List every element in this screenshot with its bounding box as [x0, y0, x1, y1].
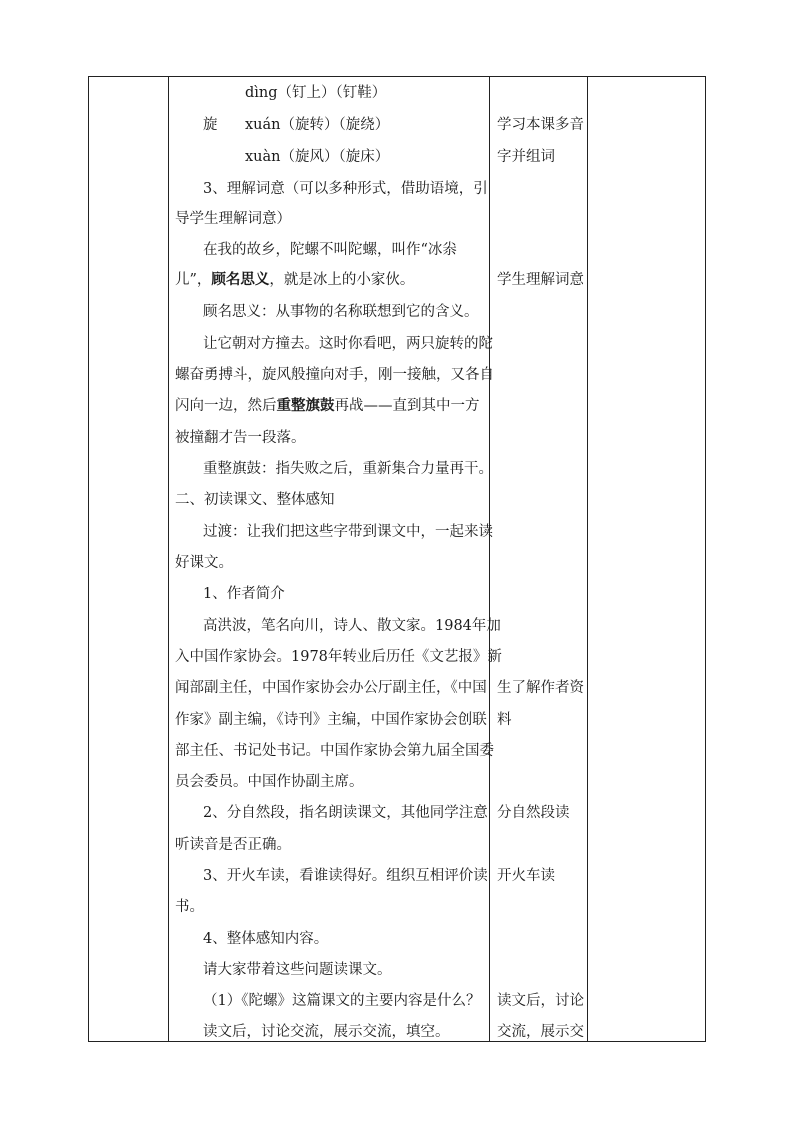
teaching-process-column	[169, 77, 502, 1041]
text-segment: 儿”，	[175, 272, 212, 288]
text-line: 4、整体感知内容。	[203, 931, 329, 947]
text-line: 部主任、书记处书记。中国作家协会第九届全国委	[175, 743, 494, 759]
text-line: 1、作者简介	[203, 586, 285, 602]
text-line	[175, 396, 480, 416]
text-line: 请大家带着这些问题读课文。	[203, 962, 392, 978]
text-line: xuán（旋转）（旋绕）	[245, 117, 390, 133]
text-line: 过渡：让我们把这些字带到课文中，一起来读	[203, 524, 493, 540]
text-line: 二、初读课文、整体感知	[175, 492, 335, 508]
text-line: 听读音是否正确。	[175, 837, 291, 853]
text-line: 好课文。	[175, 555, 233, 571]
activity-line: 学生理解词意	[497, 272, 584, 288]
text-line: 2、分自然段，指名朗读课文，其他同学注意	[203, 805, 488, 821]
text-line: 闻部副主任，中国作家协会办公厅副主任，《中国	[175, 680, 487, 696]
text-segment: 再战——直到其中一方	[334, 398, 480, 414]
student-activity-column	[490, 77, 588, 1041]
text-line: 3、开火车读，看谁读得好。组织互相评价读	[203, 868, 488, 884]
text-line: 作家》副主编，《诗刊》主编，中国作家协会创联	[175, 712, 487, 728]
text-segment: ，就是冰上的小家伙。	[269, 272, 415, 288]
text-line: dìng（钉上）（钉鞋）	[245, 85, 387, 101]
emphasized-term: 顾名思义	[211, 271, 270, 288]
text-line: 顾名思义：从事物的名称联想到它的含义。	[203, 304, 479, 320]
emphasized-term: 重整旗鼓	[276, 397, 335, 414]
text-line: （1）《陀螺》这篇课文的主要内容是什么？	[203, 993, 481, 1009]
activity-line: 分自然段读	[497, 805, 570, 821]
text-line: 书。	[175, 899, 204, 915]
activity-line: 交流，展示交	[497, 1024, 584, 1040]
lesson-plan-table	[88, 76, 706, 1042]
activity-line: 字并组词	[497, 149, 555, 165]
text-line: 3、理解词意（可以多种形式，借助语境，引	[203, 181, 488, 197]
text-line	[175, 270, 414, 290]
text-line: 让它朝对方撞去。这时你看吧，两只旋转的陀	[203, 336, 493, 352]
text-segment: 闪向一边，然后	[175, 398, 277, 414]
text-line: 读文后，讨论交流，展示交流，填空。	[203, 1024, 450, 1040]
activity-line: 开火车读	[497, 868, 555, 884]
text-line: 入中国作家协会。1978年转业后历任《文艺报》新	[175, 649, 502, 665]
text-line: xuàn（旋风）（旋床）	[245, 149, 390, 165]
text-line: 员会委员。中国作协副主席。	[175, 774, 364, 790]
text-line: 高洪波，笔名向川，诗人、散文家。1984年加	[203, 618, 501, 634]
activity-line: 料	[497, 712, 512, 728]
text-line: 螺奋勇搏斗，旋风般撞向对手，刚一接触，又各自	[175, 367, 494, 383]
text-line: 旋	[203, 117, 218, 133]
text-line: 在我的故乡，陀螺不叫陀螺，叫作“冰尜	[203, 242, 457, 258]
text-line: 被撞翻才告一段落。	[175, 430, 306, 446]
text-line: 重整旗鼓：指失败之后，重新集合力量再干。	[203, 461, 493, 477]
activity-line: 生了解作者资	[497, 680, 584, 696]
text-line: 导学生理解词意）	[175, 211, 291, 227]
activity-line: 学习本课多音	[497, 117, 584, 133]
activity-line: 读文后，讨论	[497, 993, 584, 1009]
